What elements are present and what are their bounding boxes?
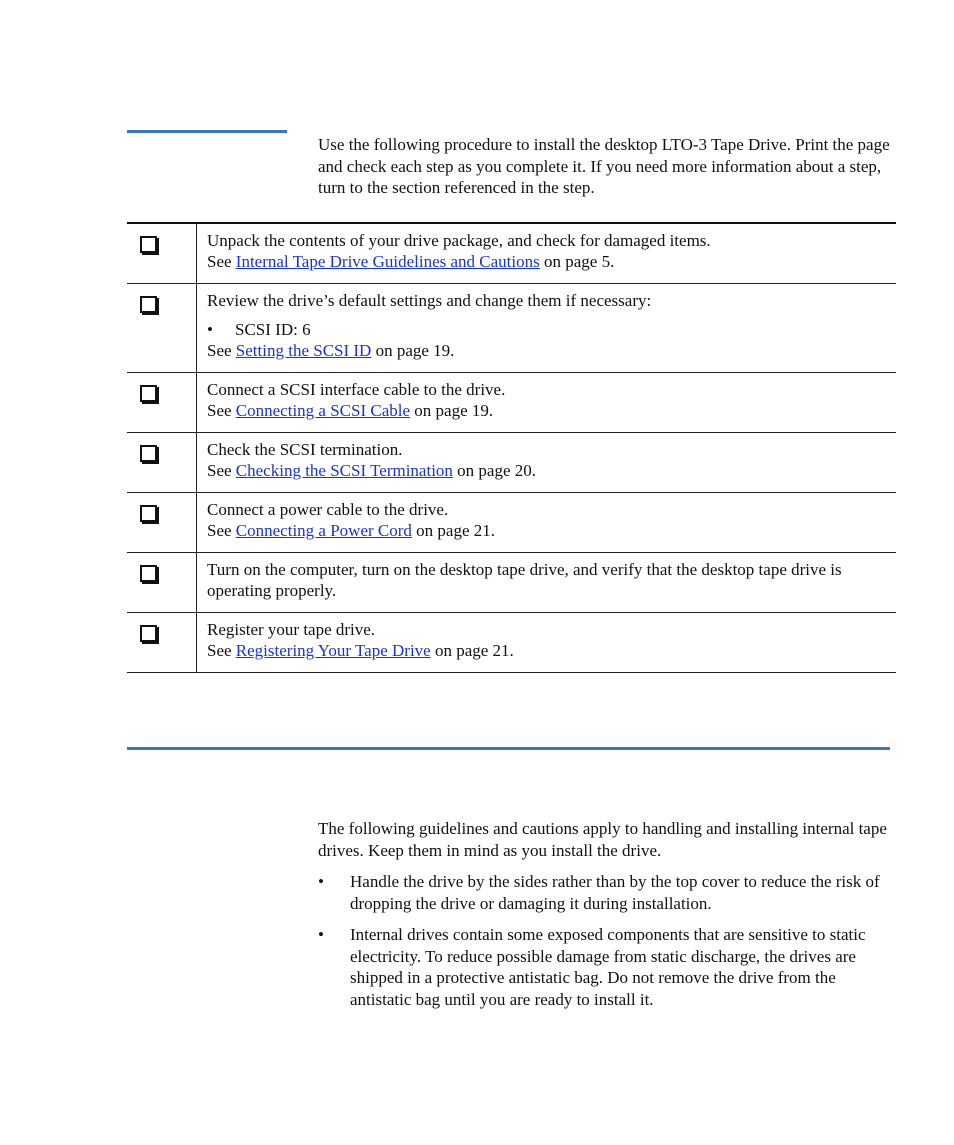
step-text: Connect a SCSI interface cable to the drive. — [207, 380, 506, 399]
see-prefix: See — [207, 341, 236, 360]
checklist-row — [127, 433, 896, 493]
bullet-icon: • — [207, 320, 213, 339]
step-text: Register your tape drive. — [207, 620, 376, 639]
step-text: Unpack the contents of your drive package, and check for damaged items. — [207, 231, 711, 250]
checklist-row — [127, 493, 896, 553]
checkbox-icon[interactable] — [140, 625, 157, 642]
step-text: Review the drive’s default settings and change them if necessary: — [207, 291, 652, 310]
checklist-row — [127, 284, 896, 373]
see-prefix: See — [207, 461, 236, 480]
list-item — [318, 924, 898, 1010]
see-prefix: See — [207, 641, 236, 660]
page-ref: on page 21. — [411, 521, 495, 540]
checklist-row — [127, 553, 896, 613]
checkbox-icon[interactable] — [140, 565, 157, 582]
list-item-text: Internal drives contain some exposed components that are sensitive to static electricity. To reduce possible damage from static discharge, the drives are shipped in a protective antistatic bag. Do not remove the drive from the antistatic bag until you are ready to install it. — [350, 925, 866, 1009]
checklist-row — [127, 613, 896, 673]
step-text: Check the SCSI termination. — [207, 440, 403, 459]
see-prefix: See — [207, 521, 236, 540]
checkbox-icon[interactable] — [140, 505, 157, 522]
page-ref: on page 21. — [430, 641, 514, 660]
section-rule-long — [127, 747, 890, 750]
checklist-row — [127, 373, 896, 433]
step-text: Connect a power cable to the drive. — [207, 500, 449, 519]
step-link[interactable]: Connecting a Power Cord — [235, 521, 412, 540]
guidelines-list — [318, 871, 898, 1020]
step-text: Turn on the computer, turn on the desktop tape drive, and verify that the desktop tape drive is operating properly. — [207, 560, 842, 600]
bullet-icon: • — [318, 925, 324, 944]
step-bullet — [207, 319, 888, 340]
page-ref: on page 19. — [371, 341, 455, 360]
step-link[interactable]: Checking the SCSI Termination — [235, 461, 453, 480]
installation-checklist — [127, 222, 896, 673]
step-link[interactable]: Connecting a SCSI Cable — [235, 401, 411, 420]
list-item-text: Handle the drive by the sides rather than by the top cover to reduce the risk of dropping the drive or damaging it during installation. — [350, 872, 880, 913]
page-ref: on page 20. — [452, 461, 537, 480]
list-item — [318, 871, 898, 914]
step-link[interactable]: Internal Tape Drive Guidelines and Cautions — [235, 252, 540, 271]
intro-paragraph: Use the following procedure to install the desktop LTO-3 Tape Drive. Print the page and check each step as you complete it. If you need more information about a step, turn to the section referenced in the step. — [318, 135, 890, 197]
see-prefix: See — [207, 401, 236, 420]
checkbox-icon[interactable] — [140, 445, 157, 462]
checklist-row — [127, 223, 896, 284]
step-link[interactable]: Setting the SCSI ID — [235, 341, 372, 360]
bullet-text: SCSI ID: 6 — [235, 320, 311, 339]
checkbox-icon[interactable] — [140, 296, 157, 313]
page-ref: on page 5. — [539, 252, 615, 271]
page-ref: on page 19. — [410, 401, 494, 420]
section-rule-short — [127, 130, 287, 133]
see-prefix: See — [207, 252, 236, 271]
guidelines-intro: The following guidelines and cautions apply to handling and installing internal tape drives. Keep them in mind as you install the drive. — [318, 819, 887, 860]
checkbox-icon[interactable] — [140, 236, 157, 253]
bullet-icon: • — [318, 872, 324, 891]
step-link[interactable]: Registering Your Tape Drive — [235, 641, 431, 660]
checkbox-icon[interactable] — [140, 385, 157, 402]
